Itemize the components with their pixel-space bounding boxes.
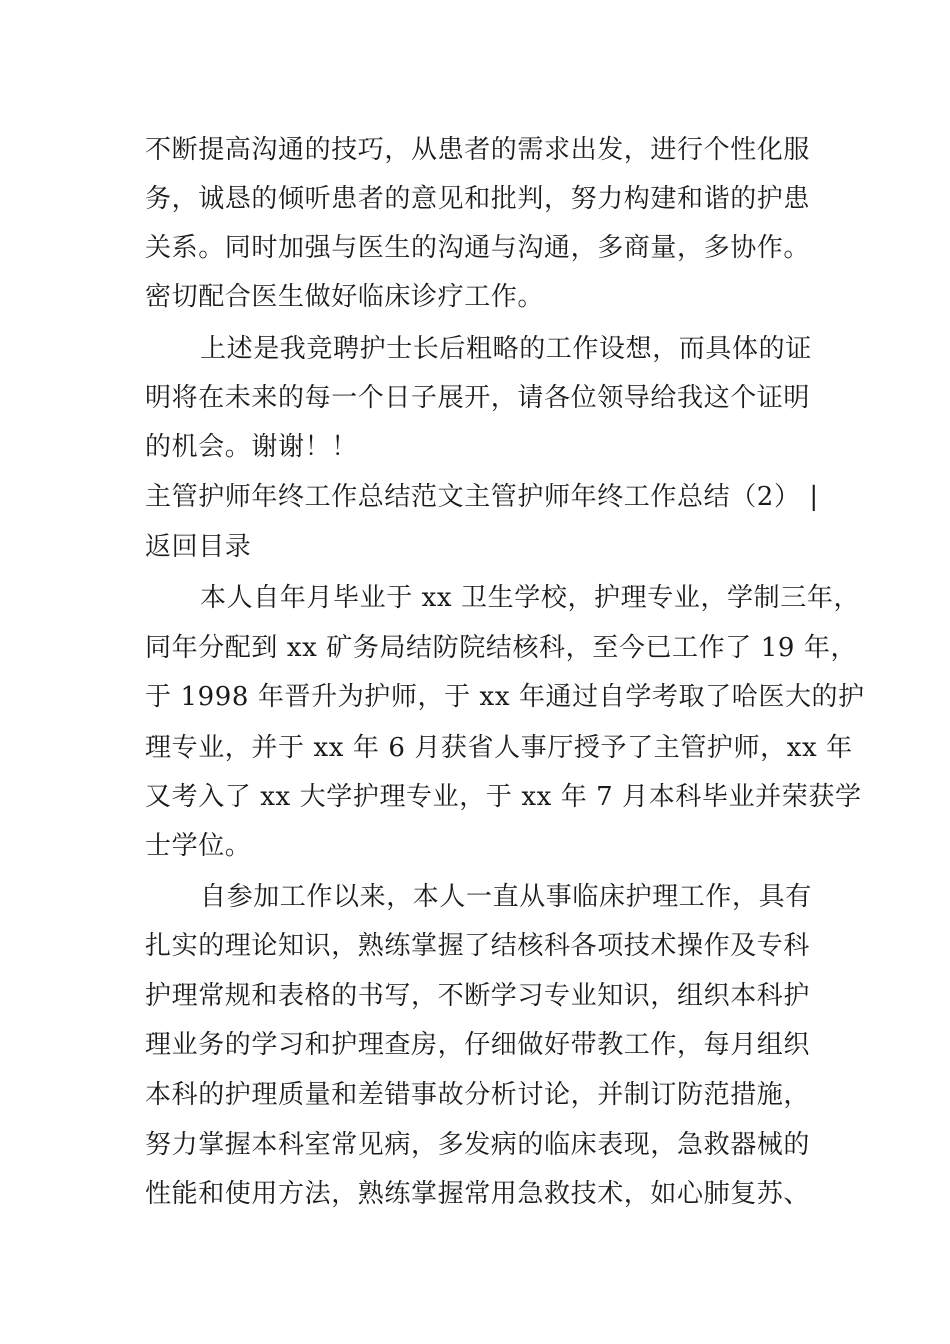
body-text-line: 关系。同时加强与医生的沟通与沟通，多商量，多协作。 <box>145 233 811 263</box>
body-text-line: 上述是我竞聘护士长后粗略的工作设想，而具体的证 <box>200 334 812 364</box>
body-text-line: 扎实的理论知识，熟练掌握了结核科各项技术操作及专科 <box>145 931 811 961</box>
body-text-line: 于 1998 年晋升为护师，于 xx 年通过自学考取了哈医大的护 <box>145 682 865 712</box>
body-text-line: 本人自年月毕业于 xx 卫生学校，护理专业，学制三年， <box>200 583 861 613</box>
body-text-line: 密切配合医生做好临床诊疗工作。 <box>145 282 545 312</box>
body-text-line: 明将在未来的每一个日子展开，请各位领导给我这个证明 <box>145 383 811 413</box>
body-text-line: 同年分配到 xx 矿务局结防院结核科，至今已工作了 19 年， <box>145 633 858 663</box>
body-text-line: 又考入了 xx 大学护理专业，于 xx 年 7 月本科毕业并荣获学 <box>145 782 862 812</box>
body-text-line: 的机会。谢谢！！ <box>145 432 358 462</box>
body-text-line: 理业务的学习和护理查房，仔细做好带教工作，每月组织 <box>145 1030 811 1060</box>
body-text-line: 务，诚恳的倾听患者的意见和批判，努力构建和谐的护患 <box>145 184 811 214</box>
body-text-line: 努力掌握本科室常见病，多发病的临床表现，急救器械的 <box>145 1130 811 1160</box>
section-heading: 主管护师年终工作总结范文主管护师年终工作总结（2） | <box>145 482 819 512</box>
body-text-line: 本科的护理质量和差错事故分析讨论，并制订防范措施， <box>145 1080 811 1110</box>
body-text-line: 理专业，并于 xx 年 6 月获省人事厅授予了主管护师，xx 年 <box>145 733 853 763</box>
body-text-line: 护理常规和表格的书写，不断学习专业知识，组织本科护 <box>145 981 811 1011</box>
body-text-line: 不断提高沟通的技巧，从患者的需求出发，进行个性化服 <box>145 135 811 165</box>
return-to-toc-link[interactable]: 返回目录 <box>145 532 252 562</box>
body-text-line: 性能和使用方法，熟练掌握常用急救技术，如心肺复苏、 <box>145 1179 811 1209</box>
body-text-line: 士学位。 <box>145 831 252 861</box>
body-text-line: 自参加工作以来，本人一直从事临床护理工作，具有 <box>200 882 812 912</box>
